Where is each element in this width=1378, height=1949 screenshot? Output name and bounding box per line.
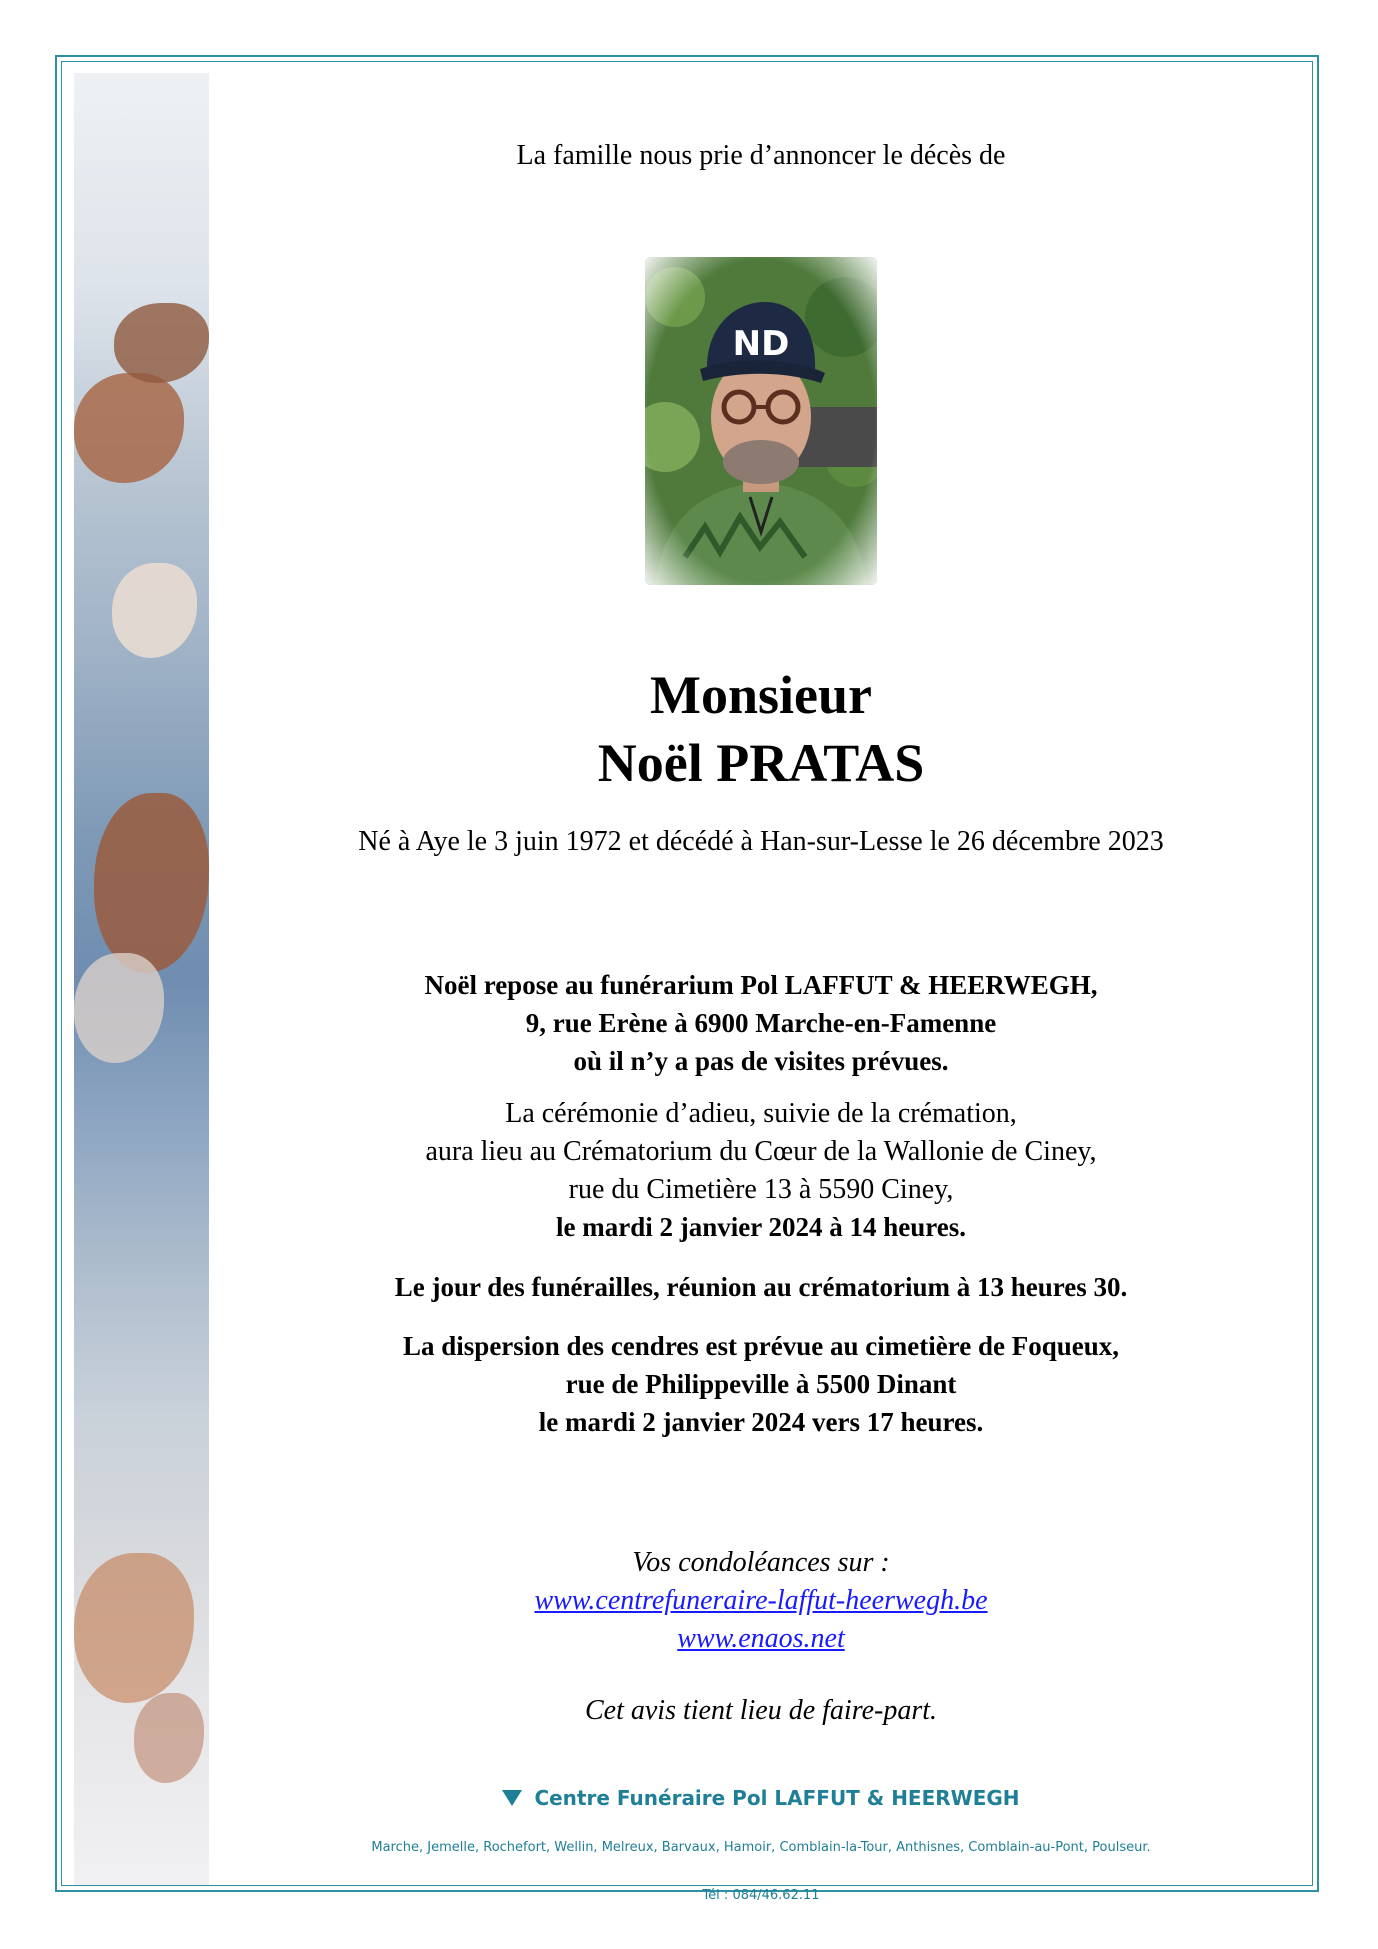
dispersion-line-1: La dispersion des cendres est prévue au cimetière de Foqueux, xyxy=(403,1331,1119,1361)
footer-title: Centre Funéraire Pol LAFFUT & HEERWEGH xyxy=(534,1786,1020,1810)
ceremony-line-3: rue du Cimetière 13 à 5590 Ciney, xyxy=(568,1174,954,1205)
decorative-ice-drop xyxy=(112,563,197,658)
footer-tel: Tél : 084/46.62.11 xyxy=(702,1888,820,1903)
condolences-link-2-row xyxy=(209,1623,1313,1655)
decorative-leaf xyxy=(74,1553,194,1703)
triangle-down-icon xyxy=(502,1790,522,1806)
notice-text: Cet avis tient lieu de faire-part. xyxy=(584,1695,937,1726)
decorative-leaf xyxy=(114,303,209,383)
deceased-honorific: Monsieur xyxy=(650,665,872,725)
portrait-photo xyxy=(645,257,877,585)
condolences-link-2[interactable]: www.enaos.net xyxy=(677,1623,845,1654)
deceased-name: Noël PRATAS xyxy=(597,733,925,793)
deceased-lifespan: Né à Aye le 3 juin 1972 et décédé à Han-sur-Lesse le 26 décembre 2023 xyxy=(358,826,1164,857)
rest-line-2: 9, rue Erène à 6900 Marche-en-Famenne xyxy=(525,1008,997,1038)
ceremony-line-1: La cérémonie d’adieu, suivie de la crémation, xyxy=(505,1098,1017,1129)
footer-title-row xyxy=(209,1786,1313,1810)
obituary-content xyxy=(209,61,1313,1903)
footer-towns: Marche, Jemelle, Rochefort, Wellin, Melreux, Barvaux, Hamoir, Comblain-la-Tour, Anthisnes, Comblain-au-Pont, Poulseur. xyxy=(371,1840,1151,1855)
decorative-leaf xyxy=(134,1693,204,1783)
decorative-side-strip xyxy=(74,73,209,1885)
condolences-link-1-row xyxy=(209,1585,1313,1617)
portrait-illustration xyxy=(645,257,877,585)
rest-line-3: où il n’y a pas de visites prévues. xyxy=(573,1046,949,1076)
decorative-leaf xyxy=(94,793,209,973)
meeting-text: Le jour des funérailles, réunion au crématorium à 13 heures 30. xyxy=(394,1272,1128,1302)
dispersion-line-3: le mardi 2 janvier 2024 vers 17 heures. xyxy=(538,1407,984,1437)
ceremony-line-2: aura lieu au Crématorium du Cœur de la Wallonie de Ciney, xyxy=(425,1136,1097,1167)
condolences-label: Vos condoléances sur : xyxy=(632,1547,890,1578)
rest-line-1: Noël repose au funérarium Pol LAFFUT & HEERWEGH, xyxy=(424,970,1098,1000)
ceremony-line-4: le mardi 2 janvier 2024 à 14 heures. xyxy=(556,1212,966,1242)
announcement-text: La famille nous prie d’annoncer le décès de xyxy=(516,140,1006,171)
condolences-link-1[interactable]: www.centrefuneraire-laffut-heerwegh.be xyxy=(534,1585,988,1616)
decorative-leaf xyxy=(74,373,184,483)
decorative-ice-drop xyxy=(74,953,164,1063)
dispersion-line-2: rue de Philippeville à 5500 Dinant xyxy=(565,1369,957,1399)
